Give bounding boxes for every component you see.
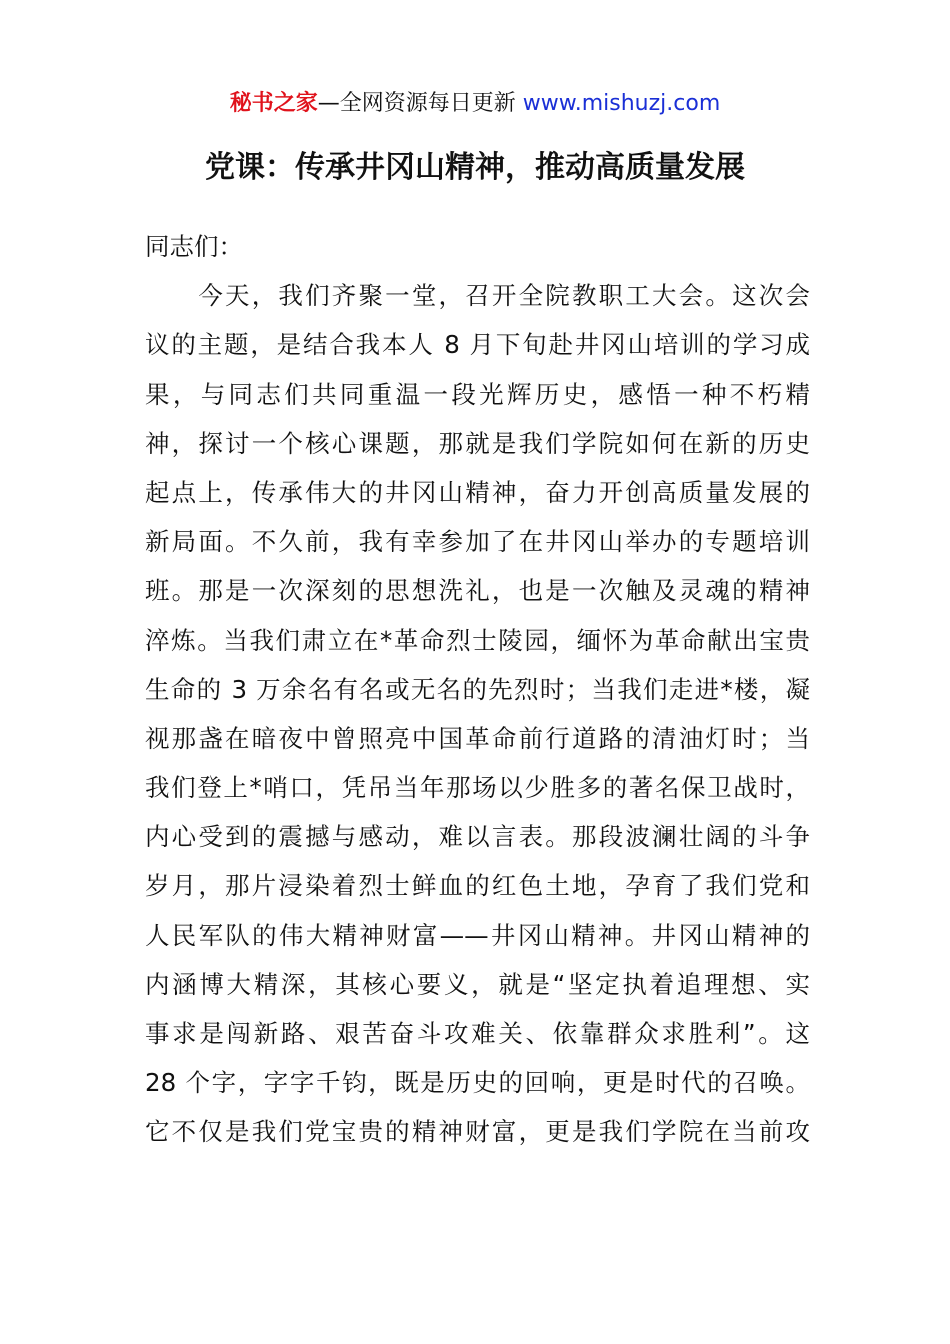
paragraph-line: 今天，我们齐聚一堂，召开全院教职工大会。这次会 (145, 281, 810, 311)
paragraph-line: 28 个字，字字千钧，既是历史的回响，更是时代的召唤。 (145, 1068, 810, 1098)
greeting-line: 同志们： (145, 232, 243, 261)
paragraph-line: 岁月，那片浸染着烈士鲜血的红色土地，孕育了我们党和 (145, 871, 810, 901)
paragraph-line: 生命的 3 万余名有名或无名的先烈时；当我们走进*楼，凝 (145, 674, 810, 704)
paragraph-line: 淬炼。当我们肃立在*革命烈士陵园，缅怀为革命献出宝贵 (145, 625, 810, 655)
paragraph-line: 内心受到的震撼与感动，难以言表。那段波澜壮阔的斗争 (145, 822, 810, 852)
paragraph-line: 班。那是一次深刻的思想洗礼，也是一次触及灵魂的精神 (145, 576, 810, 606)
paragraph-line: 视那盏在暗夜中曾照亮中国革命前行道路的清油灯时；当 (145, 723, 810, 753)
paragraph-line: 内涵博大精深，其核心要义，就是“坚定执着追理想、实 (145, 969, 810, 999)
paragraph-line: 我们登上*哨口，凭吊当年那场以少胜多的著名保卫战时， (145, 773, 810, 803)
site-header-banner (0, 88, 950, 120)
paragraph-line: 事求是闯新路、艰苦奋斗攻难关、依靠群众求胜利”。这 (145, 1019, 810, 1048)
paragraph-line: 议的主题，是结合我本人 8 月下旬赴井冈山培训的学习成 (145, 330, 810, 360)
document-body (145, 222, 810, 1157)
paragraph-line: 人民军队的伟大精神财富——井冈山精神。井冈山精神的 (145, 920, 810, 950)
paragraph-line: 新局面。不久前，我有幸参加了在井冈山举办的专题培训 (145, 527, 810, 557)
site-url-link[interactable]: www.mishuzj.com (522, 91, 721, 116)
paragraph-line: 神，探讨一个核心课题，那就是我们学院如何在新的历史 (145, 428, 810, 458)
paragraph-line: 果，与同志们共同重温一段光辉历史，感悟一种不朽精 (145, 379, 810, 409)
paragraph-line: 起点上，传承伟大的井冈山精神，奋力开创高质量发展的 (145, 477, 810, 507)
paragraph-line: 它不仅是我们党宝贵的精神财富，更是我们学院在当前攻 (145, 1117, 810, 1147)
site-tagline: —全网资源每日更新 (317, 91, 523, 116)
document-title: 党课：传承井冈山精神，推动高质量发展 (205, 150, 745, 185)
brand-name: 秘书之家 (229, 91, 318, 116)
